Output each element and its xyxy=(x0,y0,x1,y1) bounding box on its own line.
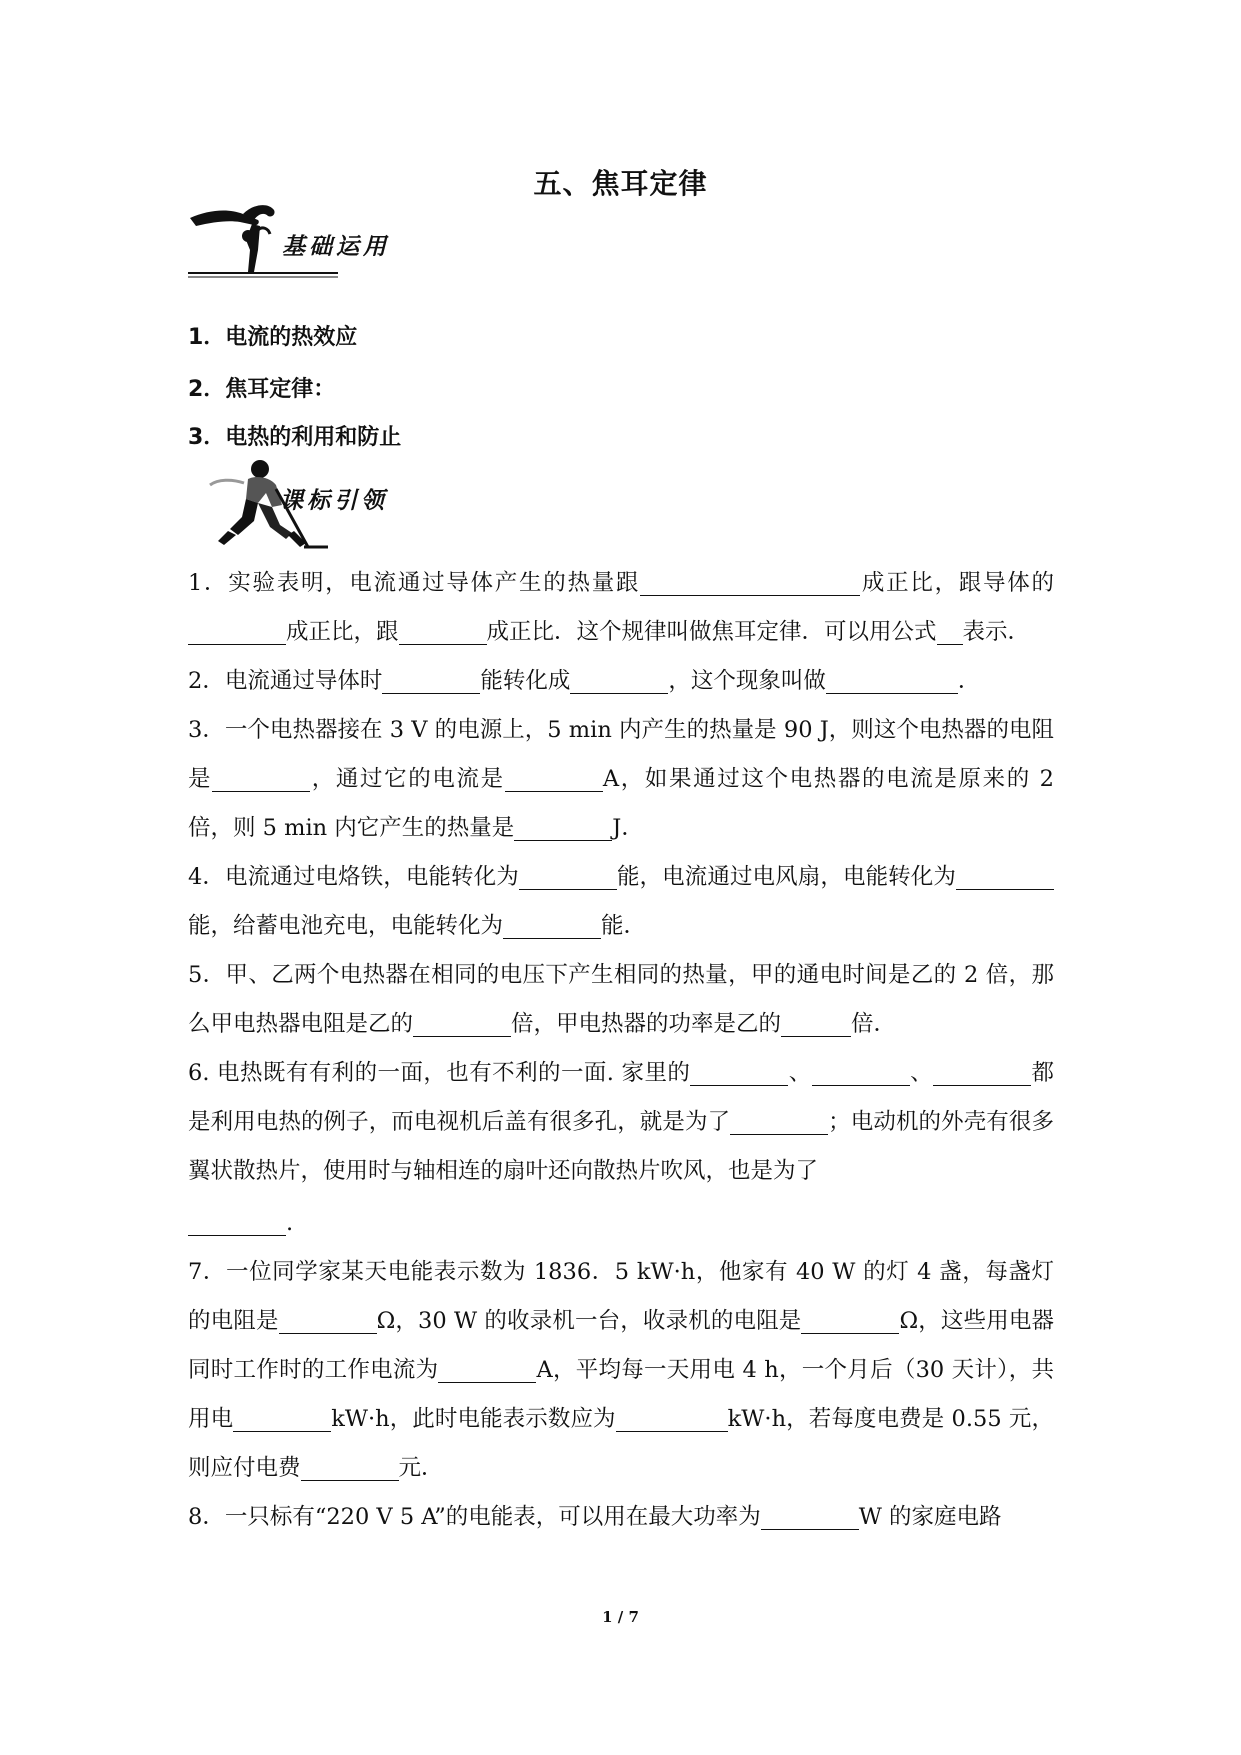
answer-blank[interactable] xyxy=(413,1009,511,1037)
answer-blank[interactable] xyxy=(301,1453,399,1481)
answer-blank[interactable] xyxy=(937,617,963,645)
outline-item-2: 2．焦耳定律： xyxy=(188,377,336,402)
answer-blank[interactable] xyxy=(519,862,617,890)
question-8: 8．一只标有“220 V 5 A”的电能表，可以用在最大功率为 W 的家庭电路 xyxy=(188,1504,1002,1530)
question-2: 2．电流通过导体时 能转化成 ，这个现象叫做 ． xyxy=(188,668,981,694)
answer-blank[interactable] xyxy=(212,764,310,792)
answer-blank[interactable] xyxy=(503,911,601,939)
answer-blank[interactable] xyxy=(781,1009,851,1037)
question-4: 4．电流通过电烙铁，电能转化为 能，电流通过电风扇，电能转化为能，给蓄电池充电，电能转化为 能． xyxy=(188,853,1054,951)
answer-blank[interactable] xyxy=(399,617,487,645)
question-5: 5．甲、乙两个电热器在相同的电压下产生相同的热量，甲的通电时间是乙的 2 倍，那么甲电热器电阻是乙的 倍，甲电热器的功率是乙的 倍． xyxy=(188,962,1054,1037)
answer-blank[interactable] xyxy=(690,1058,788,1086)
question-list xyxy=(188,559,1054,1542)
answer-blank[interactable] xyxy=(279,1306,377,1334)
answer-blank[interactable] xyxy=(188,1208,286,1236)
question-1: 1．实验表明，电流通过导体产生的热量跟 成正比，跟导体的成正比，跟 成正比．这个规律叫做焦耳定律．可以用公式 表示． xyxy=(188,570,1054,645)
section-label-guide: 课标引领 xyxy=(280,488,388,514)
page-title: 五、焦耳定律 xyxy=(533,167,708,200)
outline-item-3: 3．电热的利用和防止 xyxy=(188,425,402,450)
answer-blank[interactable] xyxy=(933,1058,1031,1086)
question-3: 3．一个电热器接在 3 V 的电源上，5 min 内产生的热量是 90 J，则这个电热器的电阻是 ，通过它的电流是 A，如果通过这个电热器的电流是原来的 2 倍，则 5 min 内它产生的热量是 J． xyxy=(188,717,1054,841)
answer-blank[interactable] xyxy=(761,1502,859,1530)
page-number: 1 / 7 xyxy=(602,1608,639,1626)
answer-blank[interactable] xyxy=(956,862,1054,890)
answer-blank[interactable] xyxy=(812,1058,910,1086)
question-6: 6. 电热既有有利的一面，也有不利的一面. 家里的 、 、 都是利用电热的例子，而电视机后盖有很多孔，就是为了 ；电动机的外壳有很多翼状散热片，使用时与轴相连的扇叶还向散热片吹风，也是为了 . xyxy=(188,1060,1054,1236)
section-label-basic: 基础运用 xyxy=(282,234,390,260)
outline-item-1: 1．电流的热效应 xyxy=(188,325,358,350)
answer-blank[interactable] xyxy=(616,1404,728,1432)
answer-blank[interactable] xyxy=(438,1355,536,1383)
answer-blank[interactable] xyxy=(233,1404,331,1432)
section-header-guide xyxy=(188,455,448,555)
answer-blank[interactable] xyxy=(505,764,603,792)
question-7: 7．一位同学家某天电能表示数为 1836．5 kW·h，他家有 40 W 的灯 4 盏，每盏灯的电阻是 Ω，30 W 的收录机一台，收录机的电阻是 Ω，这些用电器同时工作时的工作电流为 A，平均每一天用电 4 h，一个月后（30 天计），共用电 kW·h，此时电能表示数应为 kW·h，若每度电费是 0.55 元，则应付电费 元． xyxy=(188,1259,1055,1481)
answer-blank[interactable] xyxy=(826,666,958,694)
answer-blank[interactable] xyxy=(382,666,480,694)
answer-blank[interactable] xyxy=(801,1306,899,1334)
answer-blank[interactable] xyxy=(730,1107,828,1135)
answer-blank[interactable] xyxy=(188,617,286,645)
answer-blank[interactable] xyxy=(570,666,668,694)
answer-blank[interactable] xyxy=(640,568,860,596)
answer-blank[interactable] xyxy=(514,813,612,841)
section-header-basic xyxy=(188,200,448,300)
